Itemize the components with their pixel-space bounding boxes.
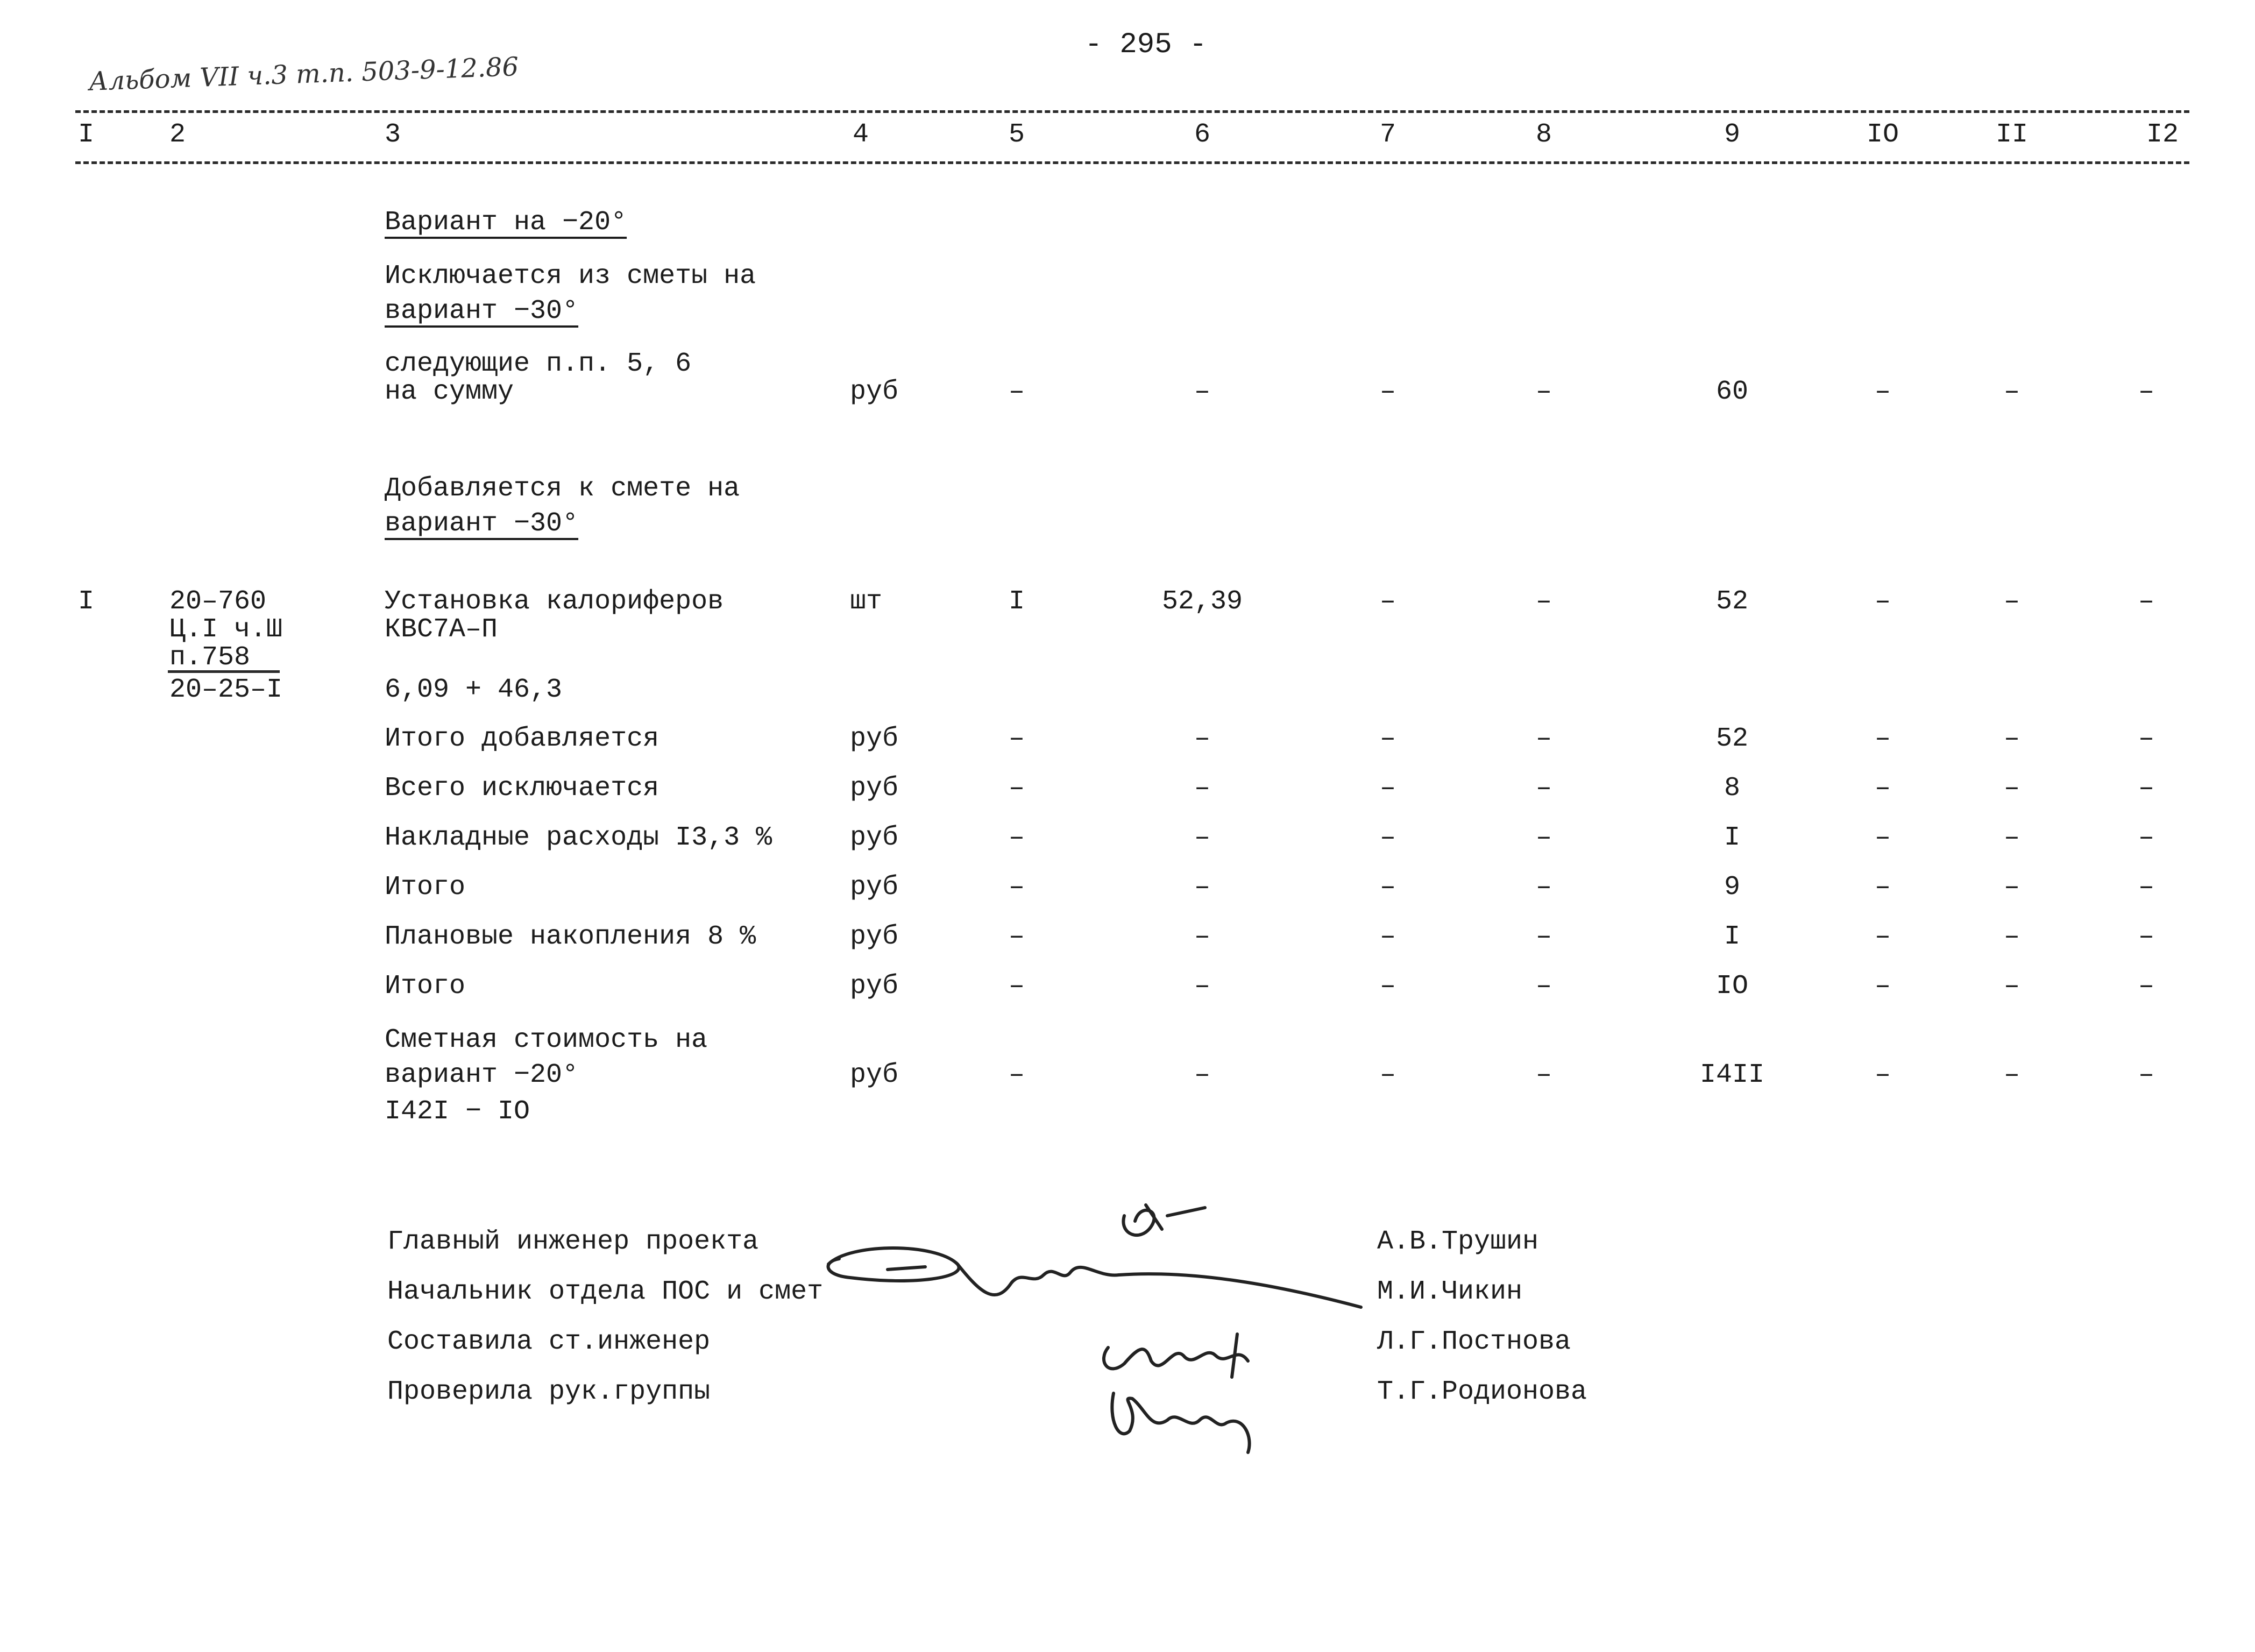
row-label: Итого bbox=[385, 971, 466, 1002]
row-unit: руб bbox=[850, 823, 899, 853]
summary-row bbox=[0, 773, 2255, 805]
exclude-text-line2: вариант −30° bbox=[385, 296, 579, 327]
cell-12: – bbox=[2138, 872, 2154, 903]
cell-5: – bbox=[1008, 724, 1025, 754]
cell-11: – bbox=[2003, 872, 2020, 903]
add-text-line2: вариант −30° bbox=[385, 508, 579, 539]
cell-6: – bbox=[1194, 377, 1210, 407]
cell-6: – bbox=[1194, 1060, 1210, 1090]
final-label-line2: вариант −20° bbox=[385, 1060, 579, 1090]
cell-5: – bbox=[1008, 377, 1025, 407]
column-header: 8 bbox=[1535, 119, 1552, 150]
cell-7: – bbox=[1379, 823, 1396, 853]
cell-6: – bbox=[1194, 971, 1210, 1002]
cell-10: – bbox=[1874, 724, 1891, 754]
item-code-line1: 20–760 bbox=[169, 586, 267, 617]
signature-name: Т.Г.Родионова bbox=[1377, 1377, 1587, 1407]
page-number: - 295 - bbox=[1084, 29, 1207, 61]
final-label-line1: Сметная стоимость на bbox=[385, 1025, 708, 1055]
signature-role: Главный инженер проекта bbox=[387, 1226, 759, 1257]
row-label: Плановые накопления 8 % bbox=[385, 921, 756, 952]
summary-row bbox=[0, 971, 2255, 1003]
row-label: Накладные расходы I3,3 % bbox=[385, 823, 772, 853]
signature-stroke-3 bbox=[1123, 1205, 1205, 1235]
item-formula: 6,09 + 46,3 bbox=[385, 675, 563, 705]
column-header: 4 bbox=[852, 119, 869, 150]
cell-6: – bbox=[1194, 921, 1210, 952]
cell-7: – bbox=[1379, 921, 1396, 952]
summary-row bbox=[0, 823, 2255, 855]
album-reference: Альбом VII ч.3 т.п. 503-9-12.86 bbox=[88, 52, 519, 97]
cell-12: – bbox=[2138, 971, 2154, 1002]
column-header: 2 bbox=[169, 119, 186, 150]
column-header: I2 bbox=[2146, 119, 2179, 150]
row-value: 52 bbox=[1715, 724, 1748, 754]
cell-7: – bbox=[1379, 724, 1396, 754]
column-header: 9 bbox=[1724, 119, 1740, 150]
cell-12: – bbox=[2138, 921, 2154, 952]
row-value: I bbox=[1724, 823, 1740, 853]
cell-7: – bbox=[1379, 586, 1396, 617]
signature-stroke-1 bbox=[828, 1248, 959, 1281]
row-unit: руб bbox=[850, 971, 899, 1002]
row-value: 8 bbox=[1724, 773, 1740, 804]
signature-name: Л.Г.Постнова bbox=[1377, 1327, 1571, 1357]
signature-name: М.И.Чикин bbox=[1377, 1277, 1523, 1307]
item-unit: шт bbox=[850, 586, 883, 617]
cell-12: – bbox=[2138, 1060, 2154, 1090]
cell-8: – bbox=[1535, 823, 1552, 853]
column-header: 6 bbox=[1194, 119, 1210, 150]
row-label-line1: следующие п.п. 5, 6 bbox=[385, 349, 692, 379]
cell-12: – bbox=[2138, 823, 2154, 853]
cell-11: – bbox=[2003, 773, 2020, 804]
column-header: 5 bbox=[1008, 119, 1025, 150]
exclude-text-line1: Исключается из сметы на bbox=[385, 261, 756, 292]
item-code-line2: Ц.I ч.Ш bbox=[169, 614, 283, 645]
column-header: IO bbox=[1866, 119, 1899, 150]
cell-6: – bbox=[1194, 823, 1210, 853]
cell-8: – bbox=[1535, 724, 1552, 754]
row-value: 60 bbox=[1715, 377, 1748, 407]
add-text-line1: Добавляется к смете на bbox=[385, 473, 740, 504]
cell-7: – bbox=[1379, 872, 1396, 903]
cell-11: – bbox=[2003, 377, 2020, 407]
header-top-rule bbox=[75, 110, 2189, 113]
row-label-line2: на сумму bbox=[385, 377, 514, 407]
cell-11: – bbox=[2003, 971, 2020, 1002]
cell-11: – bbox=[2003, 921, 2020, 952]
cell-6: – bbox=[1194, 773, 1210, 804]
cell-12: – bbox=[2138, 586, 2154, 617]
cell-5: – bbox=[1008, 773, 1025, 804]
summary-row bbox=[0, 724, 2255, 756]
cell-11: – bbox=[2003, 823, 2020, 853]
signature-role: Начальник отдела ПОС и смет bbox=[387, 1277, 824, 1307]
cell-6: – bbox=[1194, 724, 1210, 754]
cell-8: – bbox=[1535, 1060, 1552, 1090]
row-unit: руб bbox=[850, 921, 899, 952]
column-header: II bbox=[1995, 119, 2028, 150]
summary-row bbox=[0, 872, 2255, 904]
variant-title: Вариант на −20° bbox=[385, 207, 627, 238]
cell-11: – bbox=[2003, 1060, 2020, 1090]
cell-12: – bbox=[2138, 724, 2154, 754]
header-bottom-rule bbox=[75, 161, 2189, 164]
cell-12: – bbox=[2138, 773, 2154, 804]
summary-row bbox=[0, 921, 2255, 954]
row-unit: руб bbox=[850, 872, 899, 903]
item-total: 52 bbox=[1715, 586, 1748, 617]
cell-11: – bbox=[2003, 586, 2020, 617]
cell-8: – bbox=[1535, 773, 1552, 804]
cell-8: – bbox=[1535, 586, 1552, 617]
item-price: 52,39 bbox=[1161, 586, 1243, 617]
cell-11: – bbox=[2003, 724, 2020, 754]
code-divider bbox=[168, 670, 280, 673]
column-header: I bbox=[77, 119, 94, 150]
row-label: Итого добавляется bbox=[385, 724, 660, 754]
item-name-line2: КВС7А–П bbox=[385, 614, 498, 645]
row-unit: руб bbox=[850, 724, 899, 754]
cell-7: – bbox=[1379, 1060, 1396, 1090]
column-header: 7 bbox=[1379, 119, 1396, 150]
row-label: Всего исключается bbox=[385, 773, 660, 804]
row-unit: руб bbox=[850, 377, 899, 407]
item-code-line4: 20–25–I bbox=[169, 675, 283, 705]
cell-10: – bbox=[1874, 1060, 1891, 1090]
signature-role: Проверила рук.группы bbox=[387, 1377, 711, 1407]
cell-5: – bbox=[1008, 1060, 1025, 1090]
row-label: Итого bbox=[385, 872, 466, 903]
signature-role: Составила ст.инженер bbox=[387, 1327, 711, 1357]
cell-5: – bbox=[1008, 971, 1025, 1002]
cell-8: – bbox=[1535, 872, 1552, 903]
signature-name: А.В.Трушин bbox=[1377, 1226, 1539, 1257]
row-unit: руб bbox=[850, 1060, 899, 1090]
cell-10: – bbox=[1874, 971, 1891, 1002]
item-code-line3: п.758 bbox=[169, 642, 251, 673]
cell-7: – bbox=[1379, 971, 1396, 1002]
cell-10: – bbox=[1874, 773, 1891, 804]
cell-10: – bbox=[1874, 872, 1891, 903]
column-header: 3 bbox=[384, 119, 401, 150]
signature-stroke-2 bbox=[958, 1264, 1361, 1307]
item-number: I bbox=[78, 586, 95, 617]
cell-5: – bbox=[1008, 823, 1025, 853]
cell-8: – bbox=[1535, 377, 1552, 407]
row-value: IO bbox=[1715, 971, 1748, 1002]
cell-8: – bbox=[1535, 921, 1552, 952]
cell-10: – bbox=[1874, 586, 1891, 617]
row-unit: руб bbox=[850, 773, 899, 804]
signature-stroke-4 bbox=[1104, 1334, 1248, 1377]
cell-5: – bbox=[1008, 921, 1025, 952]
row-value: I bbox=[1724, 921, 1740, 952]
cell-10: – bbox=[1874, 377, 1891, 407]
cell-7: – bbox=[1379, 773, 1396, 804]
final-value: I4II bbox=[1699, 1060, 1765, 1090]
signature-stroke-5 bbox=[1112, 1393, 1249, 1452]
item-qty: I bbox=[1008, 586, 1025, 617]
row-value: 9 bbox=[1724, 872, 1740, 903]
cell-6: – bbox=[1194, 872, 1210, 903]
cell-10: – bbox=[1874, 921, 1891, 952]
cell-7: – bbox=[1379, 377, 1396, 407]
cell-5: – bbox=[1008, 872, 1025, 903]
final-label-line3: I42I − IO bbox=[385, 1096, 530, 1127]
cell-12: – bbox=[2138, 377, 2154, 407]
cell-10: – bbox=[1874, 823, 1891, 853]
handwritten-signatures bbox=[818, 1183, 1382, 1463]
item-name-line1: Установка калориферов bbox=[385, 586, 724, 617]
cell-8: – bbox=[1535, 971, 1552, 1002]
